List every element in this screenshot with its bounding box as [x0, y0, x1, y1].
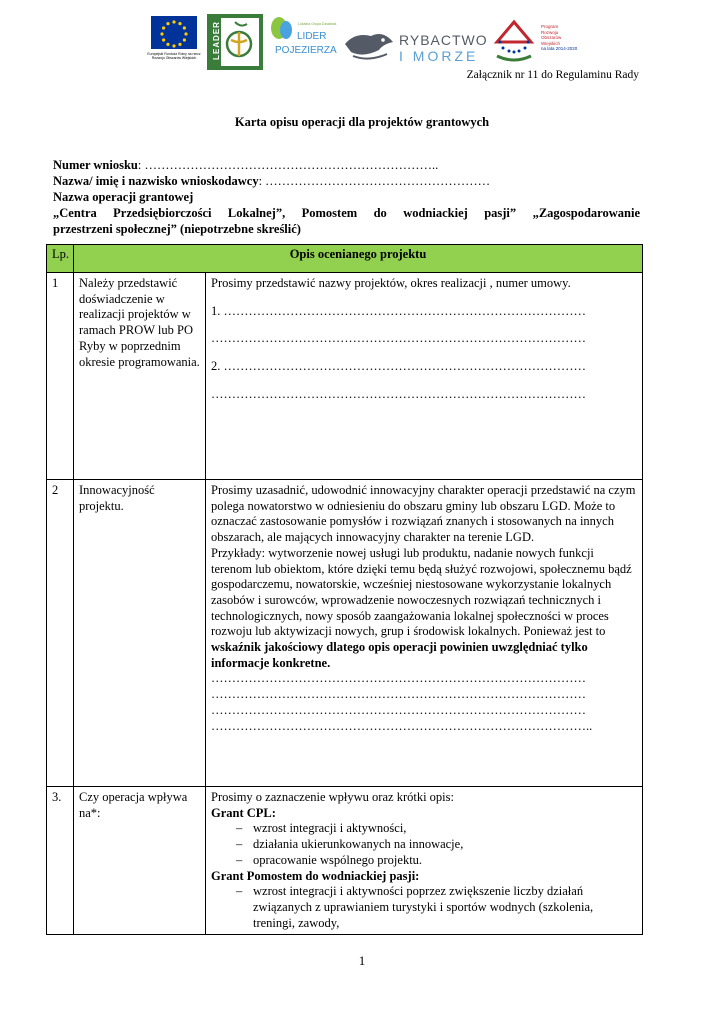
column-header-description: Opis ocenianego projektu	[74, 245, 643, 273]
lgd-logo	[267, 14, 335, 72]
eu-logo	[145, 14, 203, 72]
operation-name-label: Nazwa operacji grantowej	[53, 190, 194, 204]
prow-emblem-icon	[489, 18, 539, 66]
rybactwo-line2: I MORZE	[399, 48, 479, 64]
list-item[interactable]: – działania ukierunkowanych na innowacje,	[253, 837, 637, 853]
table-row	[47, 273, 643, 480]
application-number-line	[53, 158, 640, 173]
grant-pomostem-title: Grant Pomostem do wodniackiej pasji:	[211, 868, 420, 883]
grant-cpl-list	[211, 821, 637, 868]
answer-line[interactable]: ………………………………………………………………………………	[211, 671, 586, 686]
examples-text: Przykłady: wytworzenie nowej usługi lub produktu, nadanie nowych funkcji terenom lub obiektom, które dzięki temu będą służyć rozwojowi, społecznemu bądź gospodarczemu, nowatorskie, wcześniej niestosowane wykorzystanie lokalnych zasobów i surowców, wprowadzenie nowoczesnych rozwiązań technicznych i technologicznych, nowy sposób zaangażowania lokalnej społeczności w proces rozwoju lub aktywizacji nowych, grup i środowisk lokalnych. Ponieważ jest to	[211, 545, 632, 639]
column-header-lp: Lp.	[47, 245, 74, 273]
answer-line[interactable]: 1. ……………………………………………………………………………	[211, 303, 586, 318]
eu-caption: Europejski Fundusz Rolny na rzecz Rozwoju Obszarów Wiejskich	[147, 52, 201, 60]
row-number: 2	[47, 480, 74, 787]
lgd-leaf-icon	[267, 16, 297, 40]
answer-line[interactable]: 2. ……………………………………………………………………………	[211, 359, 586, 374]
list-item[interactable]: – opracowanie wspólnego projektu.	[253, 853, 637, 869]
answer-line[interactable]: ………………………………………………………………………………	[211, 687, 586, 702]
document-title: Karta opisu operacji dla projektów grantowych	[234, 115, 490, 129]
applicant-name-label: Nazwa/ imię i nazwisko wnioskodawcy	[53, 174, 259, 188]
row-examples	[211, 546, 637, 672]
table-row	[47, 787, 643, 935]
applicant-name-line	[53, 174, 640, 189]
prow-line5: na lata 2014-2020	[541, 46, 578, 51]
lgd-line1: LIDER	[297, 31, 327, 42]
prow-line3: Obszarów	[541, 35, 562, 40]
prow-logo	[489, 14, 589, 72]
row-paragraph: Prosimy uzasadnić, udowodnić innowacyjny charakter operacji przedstawić na czym polega nowatorstwo w odniesieniu do obszaru gminy lub obszaru LGD. Może to oznaczać zastosowanie pomysłów i rozwiązań znanych i stosowanych na innych obszarach, ale mających innowacyjny charakter na terenie LGD.	[211, 483, 636, 545]
grant-cpl-title: Grant CPL:	[211, 805, 276, 820]
rybactwo-logo	[343, 14, 488, 72]
row-intro: Prosimy o zaznaczenie wpływu oraz krótki opis:	[211, 790, 454, 804]
application-number-label: Numer wniosku	[53, 158, 138, 172]
operation-options-line1: „Centra Przedsiębiorczości Lokalnej”, Pomostem do wodniackiej pasji” „Zagospodarowanie	[53, 206, 640, 220]
row-description	[206, 787, 643, 935]
lgd-small-text: Lokalna Grupa Działania	[298, 22, 337, 26]
answer-line[interactable]: ………………………………………………………………………………..	[211, 718, 593, 733]
list-item[interactable]: – wzrost integracji i aktywności,	[253, 821, 637, 837]
table-header-row	[47, 245, 643, 273]
fish-icon	[343, 28, 395, 62]
rybactwo-line1: RYBACTWO	[399, 32, 488, 48]
logo-strip	[145, 14, 610, 72]
answer-line[interactable]: ………………………………………………………………………………	[211, 702, 586, 717]
list-item[interactable]: – wzrost integracji i aktywności poprzez zwiększenie liczby działań związanych z uprawianiem turystyki i sportów wodnych (szkolenia, treningi, zawody,	[253, 884, 637, 931]
prow-line4: Wiejskich	[541, 40, 561, 46]
row-criterion: Należy przedstawić doświadczenie w realizacji projektów w ramach PROW lub PO Ryby w poprzednim okresie programowania.	[74, 273, 206, 480]
evaluation-table	[46, 244, 643, 935]
leader-text: LEADER	[211, 21, 221, 60]
applicant-name-dots: : ………………………………………………	[258, 174, 491, 188]
prow-line2: Rozwoju	[541, 29, 559, 35]
table-row	[47, 480, 643, 787]
row-intro: Prosimy przedstawić nazwy projektów, okres realizacji , numer umowy.	[211, 276, 571, 290]
application-number-dots: : ……………………………………………………………..	[137, 158, 439, 172]
examples-bold-note: wskaźnik jakościowy dlatego opis operacji powinien uwzględniać tylko informacje konkretne.	[211, 640, 588, 670]
row-number: 3.	[47, 787, 74, 935]
answer-line[interactable]: ………………………………………………………………………………	[211, 386, 586, 401]
lgd-line2: POJEZIERZA	[275, 45, 337, 56]
row-criterion: Innowacyjność projektu.	[74, 480, 206, 787]
grant-pomostem-list	[211, 884, 637, 931]
prow-line1: Program	[541, 24, 559, 29]
row-number: 1	[47, 273, 74, 480]
page-number: 1	[358, 953, 366, 968]
row-description	[206, 273, 643, 480]
operation-options-line2: przestrzeni społecznej” (niepotrzebne skreślić)	[53, 222, 301, 236]
leader-logo	[207, 14, 263, 70]
eu-flag-icon	[145, 14, 203, 72]
answer-line[interactable]: ………………………………………………………………………………	[211, 331, 586, 346]
row-criterion: Czy operacja wpływa na*:	[74, 787, 206, 935]
attachment-note: Załącznik nr 11 do Regulaminu Rady	[466, 69, 639, 81]
row-description	[206, 480, 643, 787]
